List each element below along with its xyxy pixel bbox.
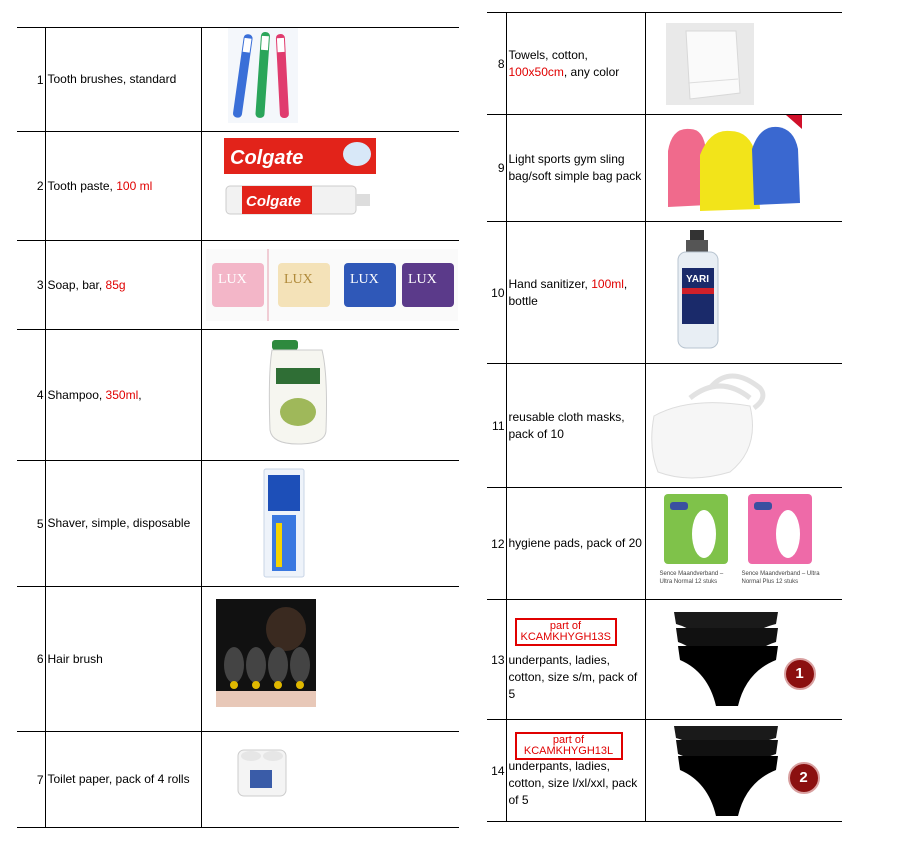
table-row [487, 13, 842, 115]
item-image-cell [645, 222, 842, 364]
item-image-cell [645, 488, 842, 600]
table-row [487, 222, 842, 364]
item-number: 9 [487, 115, 506, 222]
brand-logo: Colgate [229, 147, 303, 169]
item-image-cell [201, 28, 459, 132]
item-description: Toilet paper, pack of 4 rolls [45, 732, 201, 828]
corner-flag-icon [786, 115, 802, 129]
razor-icon [262, 467, 306, 579]
item-description: part of KCAMKHYGH13S underpants, ladies, cotton, size s/m, pack of 5 [506, 600, 645, 720]
right-items-table [487, 12, 842, 822]
table-row [487, 364, 842, 488]
table-row [487, 720, 842, 822]
pad-caption: Sence Maandverband – Ultra Normal 12 stuks [659, 571, 724, 585]
item-image-cell [201, 241, 459, 330]
item-image-cell [645, 13, 842, 115]
item-description: Shampoo, 350ml, [45, 330, 201, 461]
table-row [487, 600, 842, 720]
item-description: Shaver, simple, disposable [45, 461, 201, 587]
item-image-cell [645, 364, 842, 488]
shampoo-icon [264, 334, 334, 446]
part-of-tag: part of KCAMKHYGH13L [515, 732, 623, 760]
item-number: 7 [17, 732, 45, 828]
underpants-icon [672, 720, 782, 820]
item-number: 11 [487, 364, 506, 488]
item-description: Hand sanitizer, 100ml, bottle [506, 222, 645, 364]
item-description: reusable cloth masks, pack of 10 [506, 364, 645, 488]
mask-icon [650, 368, 776, 486]
table-row [17, 587, 459, 732]
item-image-cell [645, 720, 842, 822]
item-number: 14 [487, 720, 506, 822]
number-badge: 1 [784, 658, 816, 690]
item-image-cell [645, 600, 842, 720]
towel-icon [666, 23, 754, 105]
toilet-paper-icon [236, 746, 288, 800]
number-badge: 2 [788, 762, 820, 794]
hairbrush-icon [216, 599, 316, 707]
item-description: Towels, cotton, 100x50cm, any color [506, 13, 645, 115]
bag-icon [660, 121, 806, 213]
item-number: 10 [487, 222, 506, 364]
item-image-cell [201, 132, 459, 241]
item-description: Tooth brushes, standard [45, 28, 201, 132]
table-row [17, 132, 459, 241]
item-image-cell [645, 115, 842, 222]
item-number: 13 [487, 600, 506, 720]
item-image-cell [201, 330, 459, 461]
item-number: 3 [17, 241, 45, 330]
table-row [487, 115, 842, 222]
svg-text:LUX: LUX [407, 272, 437, 287]
svg-text:YARI: YARI [685, 274, 709, 285]
underpants-icon [672, 602, 782, 712]
item-description: Light sports gym sling bag/soft simple bag pack [506, 115, 645, 222]
item-number: 12 [487, 488, 506, 600]
svg-text:LUX: LUX [217, 272, 247, 287]
item-description: Hair brush [45, 587, 201, 732]
table-row [17, 461, 459, 587]
item-number: 1 [17, 28, 45, 132]
svg-text:Colgate: Colgate [245, 193, 301, 210]
soap-icon [206, 249, 458, 321]
table-row [487, 488, 842, 600]
item-image-cell [201, 461, 459, 587]
left-items-table [17, 27, 459, 828]
item-image-cell [201, 732, 459, 828]
toothbrush-icon [228, 28, 298, 123]
table-row [17, 330, 459, 461]
svg-text:LUX: LUX [283, 272, 313, 287]
pads-icon [664, 494, 816, 566]
item-number: 2 [17, 132, 45, 241]
item-number: 6 [17, 587, 45, 732]
item-number: 5 [17, 461, 45, 587]
pad-caption: Sence Maandverband – Ultra Normal Plus 12 stuks [741, 571, 820, 585]
item-description: Soap, bar, 85g [45, 241, 201, 330]
table-row [17, 28, 459, 132]
toothpaste-icon [222, 136, 382, 222]
part-of-tag: part of KCAMKHYGH13S [515, 618, 617, 646]
item-description: hygiene pads, pack of 20 [506, 488, 645, 600]
item-description: Tooth paste, 100 ml [45, 132, 201, 241]
item-description: part of KCAMKHYGH13L underpants, ladies, cotton, size l/xl/xxl, pack of 5 [506, 720, 645, 822]
sanitizer-icon [674, 228, 722, 352]
item-image-cell [201, 587, 459, 732]
table-row [17, 732, 459, 828]
item-number: 8 [487, 13, 506, 115]
item-number: 4 [17, 330, 45, 461]
table-row [17, 241, 459, 330]
svg-text:LUX: LUX [349, 272, 379, 287]
